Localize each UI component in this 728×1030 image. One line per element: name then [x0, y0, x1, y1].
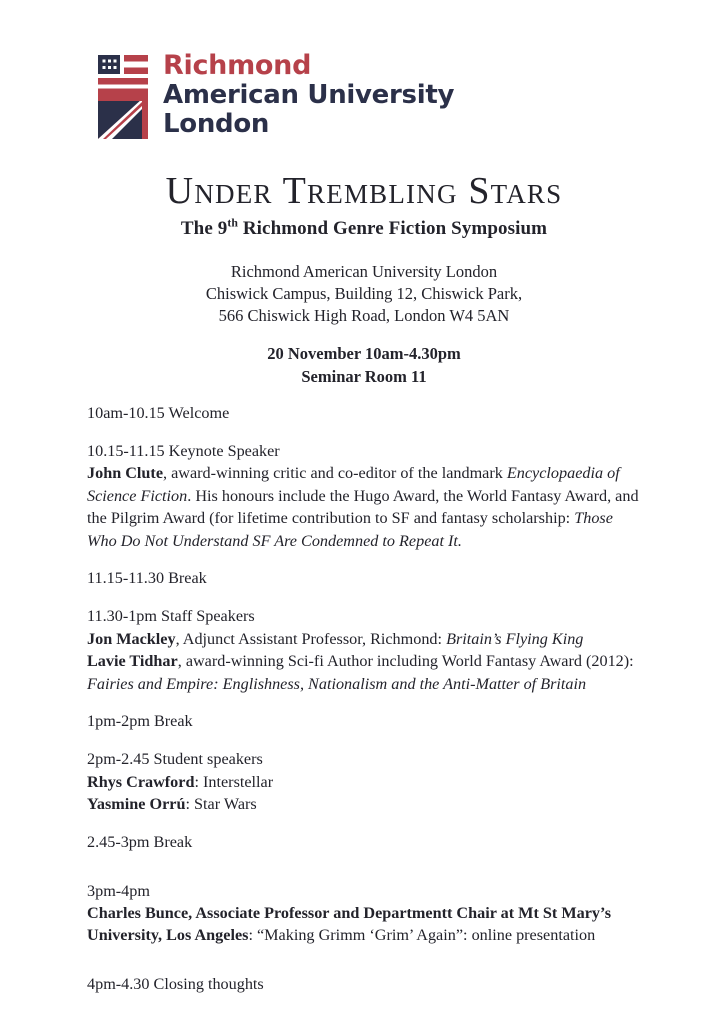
student-speaker-2-body: : Star Wars	[185, 795, 257, 814]
student-speaker-1-body: : Interstellar	[194, 772, 274, 791]
keynote-work-title-a: Encyclopaedia of Science Fiction	[87, 464, 620, 505]
logo-line-london: London	[163, 109, 270, 139]
closing-talk-speaker-line-1	[87, 902, 645, 924]
logo-line-richmond: Richmond	[163, 50, 312, 81]
keynote-work-title-b: Those Who Do Not Understand SF Are Condemned to Repeat It.	[87, 509, 613, 550]
closing-talk-speaker-name: Charles Bunce, Associate Professor and Departmentt Chair at Mt St Mary’s	[87, 903, 612, 922]
staff-speaker-2-name: Lavie Tidhar	[87, 652, 178, 671]
venue-address	[0, 261, 728, 328]
venue-line-institution: Richmond American University London	[230, 262, 498, 281]
staff-speaker-1-name: Jon Mackley	[87, 629, 176, 648]
schedule-item-closing-thoughts	[87, 973, 645, 995]
student-speaker-1-name: Rhys Crawford	[87, 772, 195, 791]
logo-line-american-university: American University	[163, 80, 455, 110]
student-speaker-2-name: Yasmine Orrú	[87, 795, 186, 814]
closing-talk-body: : “Making Grimm ‘Grim’ Again”: online presentation	[248, 926, 596, 945]
page-subtitle	[0, 218, 728, 240]
page-title: Under Trembling Stars	[165, 170, 563, 212]
schedule-item-closing-talk	[87, 880, 645, 947]
student-speaker-2	[87, 793, 645, 815]
venue-line-campus: Chiswick Campus, Building 12, Chiswick Park,	[205, 284, 523, 304]
staff-speaker-2-talk-title-line	[87, 673, 645, 695]
keynote-body-a: , award-winning critic and co-editor of the landmark	[163, 464, 507, 483]
subtitle-prefix: The 9	[180, 217, 228, 239]
schedule-item-student-speakers	[87, 748, 645, 815]
keynote-speaker-name: John Clute	[87, 464, 164, 483]
staff-speaker-1-talk-title: Britain’s Flying King	[446, 629, 584, 648]
event-datetime	[0, 343, 728, 388]
schedule-item-welcome	[87, 402, 645, 424]
subtitle-suffix: Richmond Genre Fiction Symposium	[238, 217, 548, 239]
student-speaker-1	[87, 771, 645, 793]
welcome-line: 10am-10.15 Welcome	[87, 404, 230, 422]
closing-talk-speaker-line-2	[87, 924, 645, 946]
break-3-line: 2.45-3pm Break	[87, 833, 193, 852]
schedule-item-staff-speakers	[87, 605, 645, 695]
subtitle-ordinal-suffix: th	[227, 216, 238, 230]
keynote-heading: 10.15-11.15 Keynote Speaker	[87, 441, 280, 460]
logo-wordmark	[163, 52, 454, 137]
venue-line-street: 566 Chiswick High Road, London W4 5AN	[218, 306, 510, 326]
event-date-time: 20 November 10am-4.30pm	[267, 344, 461, 363]
closing-thoughts-line: 4pm-4.30 Closing thoughts	[87, 974, 264, 993]
event-room: Seminar Room 11	[301, 366, 427, 386]
staff-speaker-2	[87, 650, 645, 672]
title-section	[0, 172, 728, 240]
closing-talk-speaker-affiliation: University, Los Angeles	[87, 926, 249, 945]
richmond-flag-mark-icon	[97, 54, 149, 140]
staff-speaker-2-body: , award-winning Sci-fi Author including World Fantasy Award (2012):	[177, 652, 634, 671]
break-2-line: 1pm-2pm Break	[87, 712, 193, 731]
staff-speaker-1	[87, 628, 645, 650]
keynote-details	[87, 462, 645, 552]
staff-heading: 11.30-1pm Staff Speakers	[87, 607, 255, 626]
schedule-item-break-2	[87, 710, 645, 732]
schedule-item-keynote	[87, 440, 645, 552]
staff-speaker-2-talk-title: Fairies and Empire: Englishness, Nationalism and the Anti-Matter of Britain	[87, 674, 587, 693]
schedule-item-break-3	[87, 831, 645, 853]
keynote-body-b: . His honours include the Hugo Award, the World Fantasy Award, and the Pilgrim Award (for lifetime contribution to SF and fantasy scholarship:	[87, 486, 639, 528]
closing-talk-heading: 3pm-4pm	[87, 881, 150, 900]
schedule-item-break-1	[87, 567, 645, 589]
break-1-line: 11.15-11.30 Break	[87, 569, 207, 588]
staff-speaker-1-body: , Adjunct Assistant Professor, Richmond:	[175, 629, 447, 648]
university-logo	[97, 52, 454, 140]
schedule-list	[87, 402, 645, 995]
students-heading: 2pm-2.45 Student speakers	[87, 750, 263, 769]
